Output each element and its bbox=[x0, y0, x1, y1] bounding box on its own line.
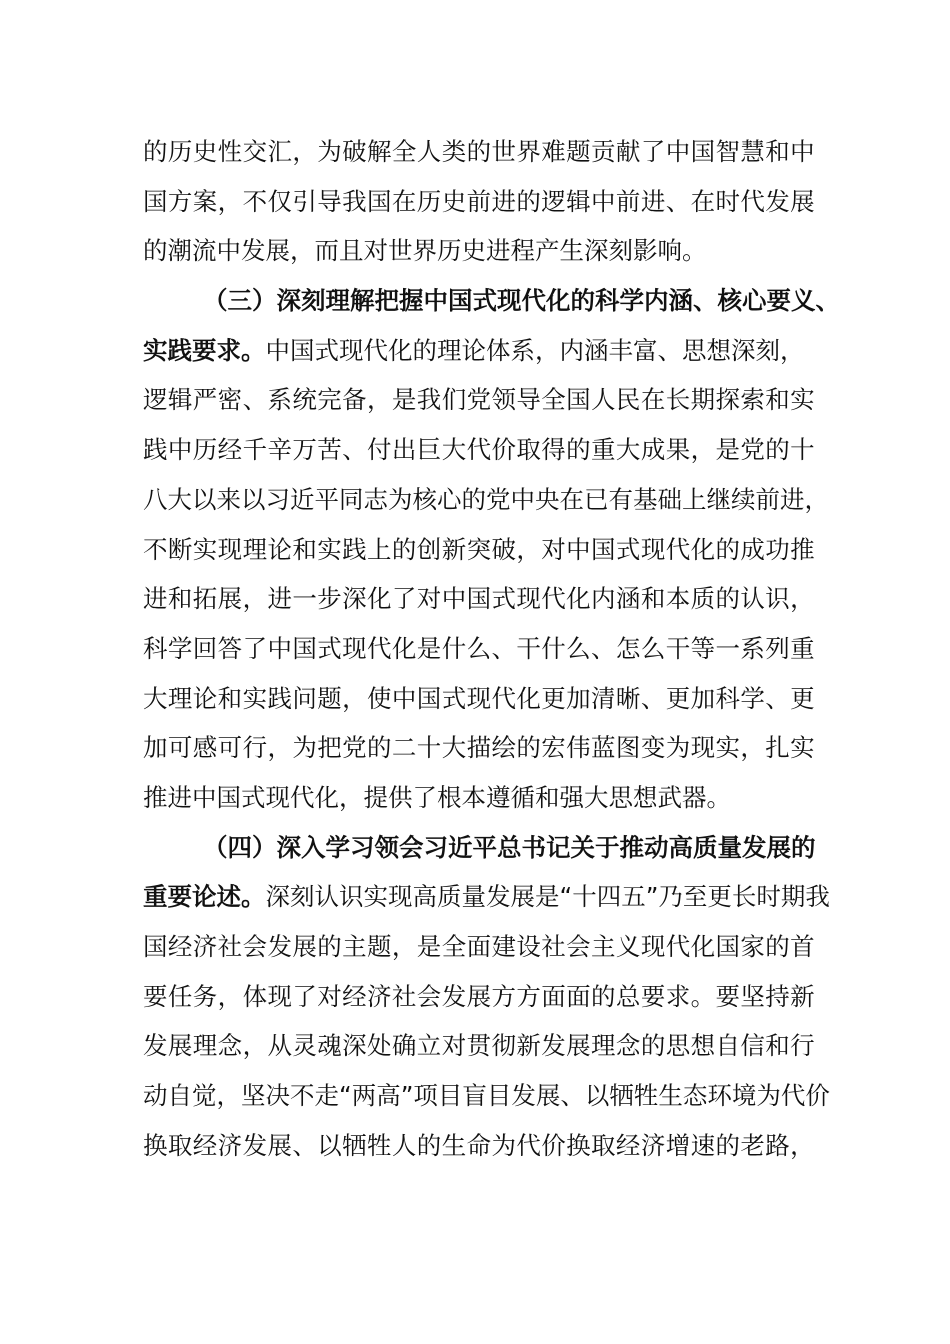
text-line: 进 和 拓 展 ， 进 一 步 深 化 了 对 中 国 式 现 代 化 内 涵 和 本 质 的 认 识 ， bbox=[143, 584, 815, 614]
section-heading-tail: 重要论述。 bbox=[143, 882, 266, 912]
text-line bbox=[143, 872, 830, 922]
section-heading-tail: 实践要求。 bbox=[143, 335, 266, 365]
paragraph-continuation bbox=[143, 127, 815, 276]
text-line: 国 方 案 ， 不 仅 引 导 我 国 在 历 史 前 进 的 逻 辑 中 前 进 、 在 时 代 发 展 bbox=[143, 186, 815, 216]
text-line: 换 取 经 济 发 展 、 以 牺 牲 人 的 生 命 为 代 价 换 取 经 济 增 速 的 老 路 ， bbox=[143, 1130, 815, 1160]
text-line: 动 自 觉 ， 坚 决 不 走 “ 两 高 ” 项 目 盲 目 发 展 、 以 牺 牲 生 态 环 境 为 代 价 bbox=[143, 1081, 830, 1111]
text-line: 科 学 回 答 了 中 国 式 现 代 化 是 什 么 、 干 什 么 、 怎 么 干 等 一 系 列 重 bbox=[143, 633, 815, 663]
text-line: 践 中 历 经 千 辛 万 苦 、 付 出 巨 大 代 价 取 得 的 重 大 成 果 ， 是 党 的 十 bbox=[143, 435, 815, 465]
text-line: 要 任 务 ， 体 现 了 对 经 济 社 会 发 展 方 方 面 面 的 总 要 求 。 要 坚 持 新 bbox=[143, 981, 815, 1011]
document-body bbox=[143, 127, 840, 1170]
text-line: 发 展 理 念 ， 从 灵 魂 深 处 确 立 对 贯 彻 新 发 展 理 念 的 思 想 自 信 和 行 bbox=[143, 1031, 815, 1061]
body-text: 中国式现代化的理论体系，内涵丰富、思想深刻， bbox=[265, 335, 805, 365]
section-heading: （三）深刻理解把握中国式现代化的科学内涵、核心要义、 bbox=[203, 286, 840, 316]
section-heading: （四）深入学习领会习近平总书记关于推动高质量发展的 bbox=[203, 832, 816, 862]
text-line: 国 经 济 社 会 发 展 的 主 题 ， 是 全 面 建 设 社 会 主 义 现 代 化 国 家 的 首 bbox=[143, 932, 815, 961]
text-line: 加 可 感 可 行 ， 为 把 党 的 二 十 大 描 绘 的 宏 伟 蓝 图 变 为 现 实 ， 扎 实 bbox=[143, 733, 815, 763]
text-line: 大 理 论 和 实 践 问 题 ， 使 中 国 式 现 代 化 更 加 清 晰 、 更 加 科 学 、 更 bbox=[143, 683, 815, 713]
text-line: 八 大 以 来 以 习 近 平 同 志 为 核 心 的 党 中 央 在 已 有 基 础 上 继 续 前 进 ， bbox=[143, 484, 829, 514]
paragraph-section-4 bbox=[143, 823, 830, 1171]
text-line: 推进中国式现代化，提供了根本遵循和强大思想武器。 bbox=[143, 782, 731, 812]
text-line: 的潮流中发展，而且对世界历史进程产生深刻影响。 bbox=[143, 236, 707, 266]
body-text: 深刻认识实现高质量发展是“十四五”乃至更长时期我 bbox=[265, 882, 830, 912]
text-line: 逻 辑 严 密 、 系 统 完 备 ， 是 我 们 党 领 导 全 国 人 民 在 长 期 探 索 和 实 bbox=[143, 385, 815, 415]
text-line: 不 断 实 现 理 论 和 实 践 上 的 创 新 突 破 ， 对 中 国 式 现 代 化 的 成 功 推 bbox=[143, 534, 815, 564]
text-line: 的 历 史 性 交 汇 ， 为 破 解 全 人 类 的 世 界 难 题 贡 献 了 中 国 智 慧 和 中 bbox=[143, 137, 815, 166]
paragraph-section-3 bbox=[143, 276, 840, 823]
text-line bbox=[143, 326, 815, 376]
